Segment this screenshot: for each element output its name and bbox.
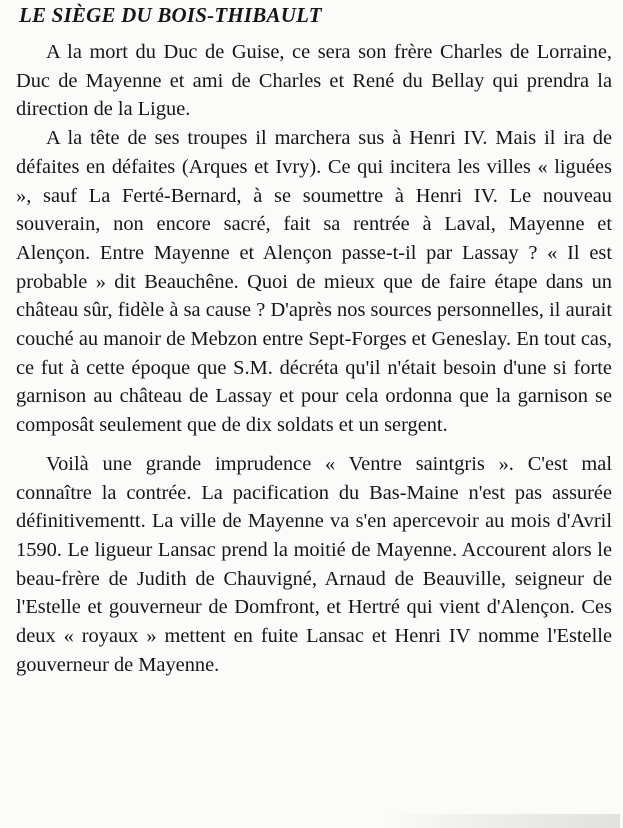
body-text — [16, 38, 612, 679]
paragraph-2: A la tête de ses troupes il marchera sus à Henri IV. Mais il ira de défaites en défaites (Arques et Ivry). Ce qui incitera les villes « liguées », sauf La Ferté-Bernard, à se soumettre à Henri IV. Le nouveau souverain, non encore sacré, fait sa rentrée à Laval, Mayenne et Alençon. Entre Mayenne et Alençon passe-t-il par Lassay ? « Il est probable » dit Beauchêne. Quoi de mieux que de faire étape dans un château sûr, fidèle à sa cause ? D'après nos sources personnelles, il aurait couché au manoir de Mebzon entre Sept-Forges et Geneslay. En tout cas, ce fut à cette époque que S.M. décréta qu'il n'était besoin d'une si forte garnison au château de Lassay et pour cela ordonna que la garnison se composât seulement que de dix soldats et un sergent. — [16, 127, 612, 437]
paragraph-1: A la mort du Duc de Guise, ce sera son frère Charles de Lorraine, Duc de Mayenne et ami de Charles et René du Bellay qui prendra la direction de la Ligue. — [16, 41, 612, 121]
chapter-heading: LE SIÈGE DU BOIS-THIBAULT — [19, 3, 322, 27]
paragraph-3: Voilà une grande imprudence « Ventre saintgris ». C'est mal connaître la contrée. La pacification du Bas-Maine n'est pas assurée définitivementt. La ville de Mayenne va s'en apercevoir au mois d'Avril 1590. Le ligueur Lansac prend la moitié de Mayenne. Accourent alors le beau-frère de Judith de Chauvigné, Arnaud de Beauville, seigneur de l'Estelle et gouverneur de Domfront, et Hertré qui vient d'Alençon. Ces deux « royaux » mettent en fuite Lansac et Henri IV nomme l'Estelle gouverneur de Mayenne. — [16, 452, 612, 676]
scan-shadow — [380, 814, 620, 828]
